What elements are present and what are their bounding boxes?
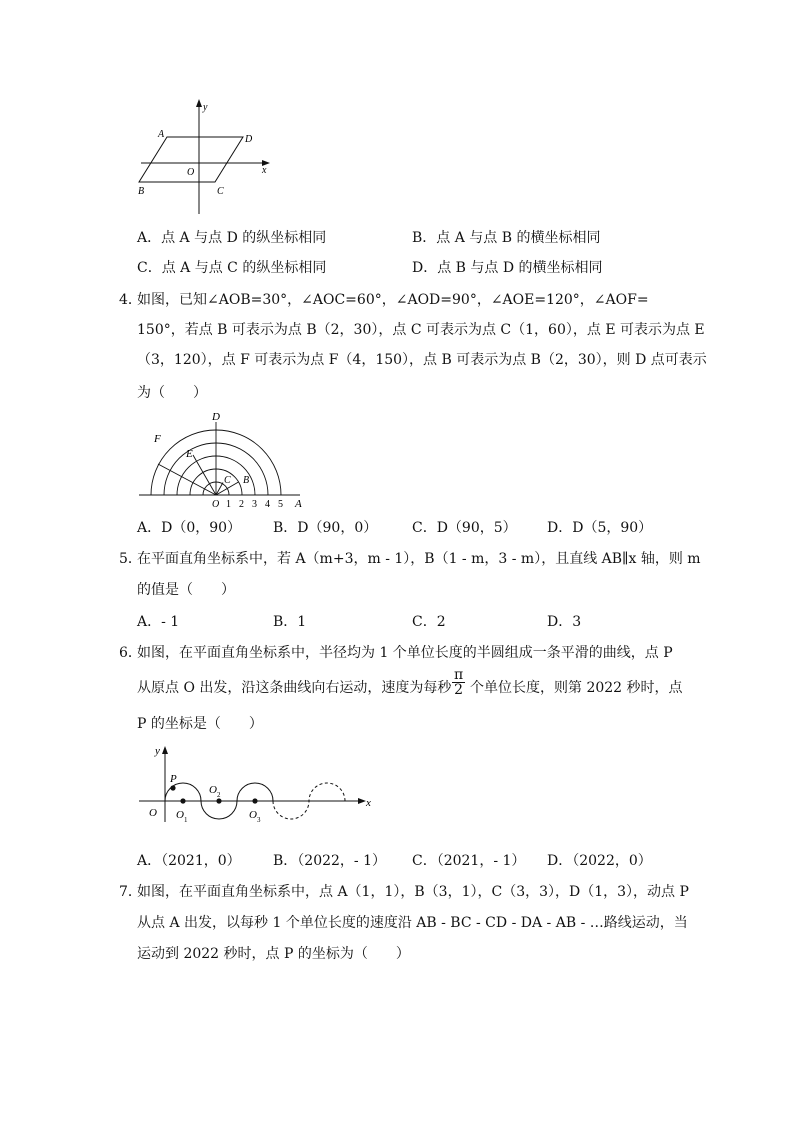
q4-label-B: B	[243, 475, 250, 486]
q6-option-a[interactable]: A．（2021，0）	[137, 853, 241, 869]
q5-text-line-1: 在平面直角坐标系中，若 A（m+3，m - 1），B（1 - m，3 - m），且直线 AB∥x 轴，则 m	[137, 551, 701, 567]
q5-option-d[interactable]: D．3	[547, 614, 582, 630]
q4-text-line-3: （3，120），点 F 可表示为点 F（4，150），点 B 可表示为点 B（2，30），则 D 点可表示	[137, 352, 707, 368]
q6-option-c[interactable]: C．（2021，- 1）	[412, 853, 526, 869]
q6-text-line-2-post: 个单位长度，则第 2022 秒时，点	[470, 680, 683, 696]
q6-label-O2: O	[209, 784, 217, 796]
q6-label-y: y	[155, 745, 160, 757]
q4-tick-1: 1	[226, 499, 231, 510]
q3-label-D: D	[245, 134, 253, 145]
q3-label-O: O	[187, 167, 195, 178]
q6-label-O3: O	[249, 809, 257, 821]
q5-option-a[interactable]: A．- 1	[137, 614, 180, 630]
q6-sub-3: 3	[257, 816, 261, 824]
q6-text-line-2-pre: 从原点 O 出发，沿这条曲线向右运动，速度为每秒	[137, 680, 452, 696]
q6-text-line-3: P 的坐标是（ ）	[137, 716, 263, 732]
q4-label-C: C	[224, 475, 231, 486]
q4-text-line-1: 如图，已知∠AOB=30°，∠AOC=60°，∠AOD=90°，∠AOE=120°，∠AOF=	[137, 292, 649, 308]
q7-text-line-2: 从点 A 出发，以每秒 1 个单位长度的速度沿 AB - BC - CD - DA - AB - …路线运动，当	[137, 915, 688, 931]
q6-sub-2: 2	[217, 791, 221, 799]
q4-figure	[135, 408, 315, 512]
q3-label-A: A	[158, 129, 165, 140]
q4-label-F: F	[154, 433, 161, 445]
q6-label-x: x	[366, 797, 371, 809]
q6-option-b[interactable]: B．（2022，- 1）	[273, 853, 387, 869]
q6-label-O: O	[149, 807, 157, 819]
q6-label-O1: O	[176, 809, 184, 821]
q4-text-line-4: 为（ ）	[137, 385, 207, 401]
q3-label-x: x	[262, 165, 267, 176]
q4-option-b[interactable]: B．D（90，0）	[273, 520, 378, 536]
q4-label-E: E	[186, 448, 193, 460]
q7-text-line-3: 运动到 2022 秒时，点 P 的坐标为（ ）	[137, 946, 410, 962]
q6-speed-fraction	[452, 668, 465, 697]
q4-label-D: D	[212, 411, 220, 423]
q3-label-C: C	[217, 186, 224, 197]
q3-figure	[135, 96, 285, 221]
q5-number: 5．	[119, 551, 142, 567]
q4-label-O: O	[212, 499, 220, 510]
q6-sub-1: 1	[184, 816, 188, 824]
q6-figure	[135, 740, 380, 824]
q7-text-line-1: 如图，在平面直角坐标系中，点 A（1，1），B（3，1），C（3，3），D（1，3），动点 P	[137, 884, 689, 900]
q4-tick-4: 4	[265, 499, 270, 510]
q5-text-line-2: 的值是（ ）	[137, 582, 235, 598]
q6-text-line-1: 如图，在平面直角坐标系中，半径均为 1 个单位长度的半圆组成一条平滑的曲线，点 P	[137, 645, 673, 661]
q4-option-d[interactable]: D．D（5，90）	[547, 520, 653, 536]
q6-number: 6．	[119, 645, 142, 661]
q3-option-c[interactable]: C．点 A 与点 C 的纵坐标相同	[137, 260, 327, 276]
q4-label-A: A	[295, 498, 302, 510]
q4-tick-2: 2	[239, 499, 244, 510]
q4-number: 4．	[119, 292, 142, 308]
q4-option-c[interactable]: C．D（90，5）	[412, 520, 517, 536]
q4-tick-5: 5	[278, 499, 283, 510]
q3-option-b[interactable]: B．点 A 与点 B 的横坐标相同	[412, 230, 601, 246]
q3-option-a[interactable]: A．点 A 与点 D 的纵坐标相同	[137, 230, 327, 246]
q7-number: 7．	[119, 884, 142, 900]
q4-text-line-2: 150°，若点 B 可表示为点 B（2，30），点 C 可表示为点 C（1，60），点 E 可表示为点 E	[137, 322, 705, 338]
q5-option-b[interactable]: B．1	[273, 614, 307, 630]
q4-tick-3: 3	[252, 499, 257, 510]
q6-label-P: P	[170, 773, 177, 785]
q3-label-y: y	[203, 102, 208, 113]
q4-option-a[interactable]: A．D（0，90）	[137, 520, 242, 536]
q6-fraction-numerator: π	[454, 667, 464, 683]
q3-label-B: B	[138, 186, 145, 197]
q5-option-c[interactable]: C．2	[412, 614, 446, 630]
q6-fraction-denominator: 2	[454, 682, 464, 698]
q3-option-d[interactable]: D．点 B 与点 D 的横坐标相同	[412, 260, 603, 276]
q6-option-d[interactable]: D．（2022，0）	[547, 853, 652, 869]
